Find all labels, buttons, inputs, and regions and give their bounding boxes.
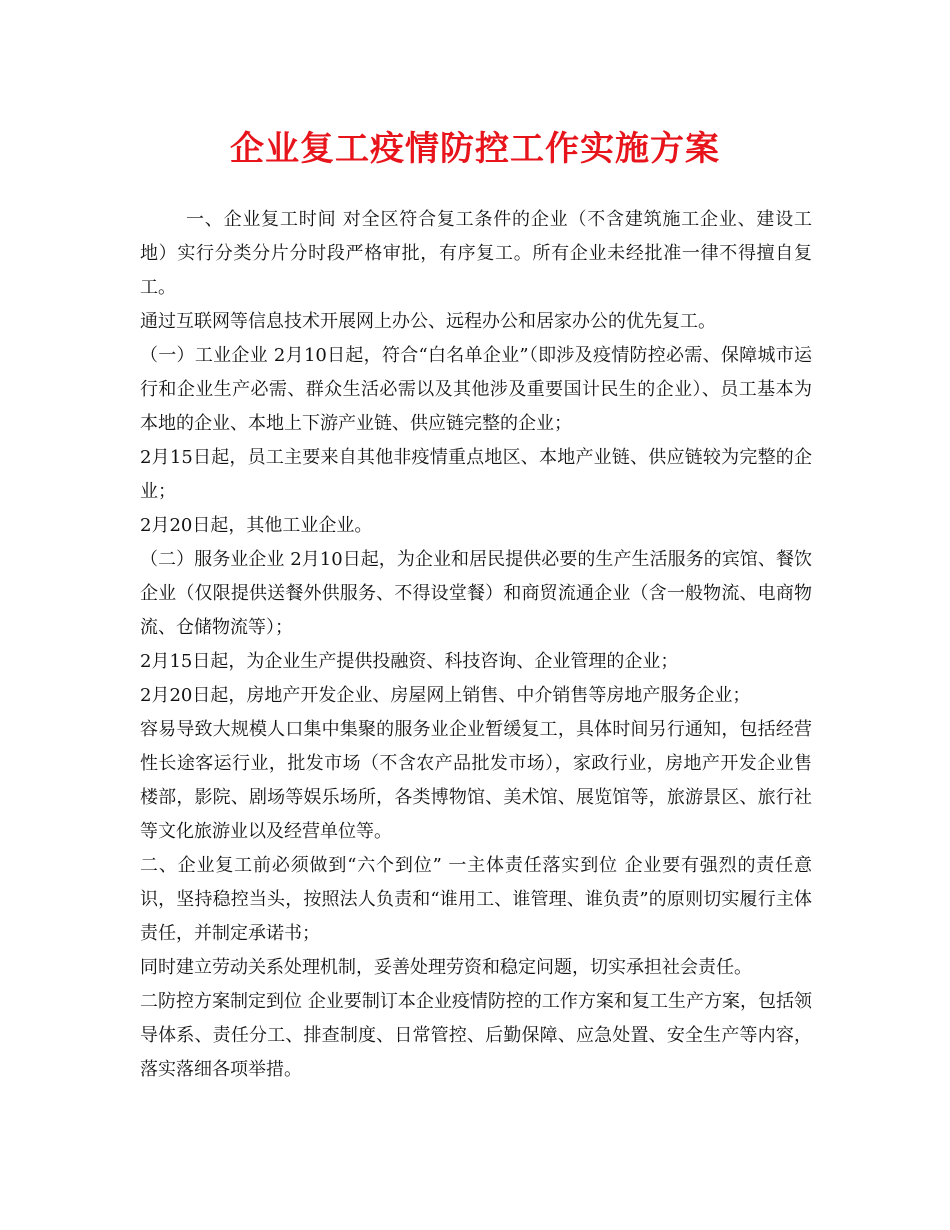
paragraph-9: 容易导致大规模人口集中集聚的服务业企业暂缓复工，具体时间另行通知，包括经营性长途客运行业，批发市场（不含农产品批发市场），家政行业，房地产开发企业售楼部，影院、剧场等娱乐场所，各类博物馆、美术馆、展览馆等，旅游景区、旅行社等文化旅游业以及经营单位等。: [140, 719, 812, 842]
paragraph-3: （一）工业企业 2月10日起，符合“白名单企业”（即涉及疫情防控必需、保障城市运行和企业生产必需、群众生活必需以及其他涉及重要国计民生的企业）、员工基本为本地的企业、本地上下游产业链、供应链完整的企业；: [140, 345, 812, 434]
paragraph-10: 二、企业复工前必须做到“六个到位” 一主体责任落实到位 企业要有强烈的责任意识，坚持稳控当头，按照法人负责和“谁用工、谁管理、谁负责”的原则切实履行主体责任，并制定承诺书；: [140, 855, 812, 944]
paragraph-1: 一、企业复工时间 对全区符合复工条件的企业（不含建筑施工企业、建设工地）实行分类分片分时段严格审批，有序复工。所有企业未经批准一律不得擅自复工。: [140, 209, 812, 298]
document-title: 企业复工疫情防控工作实施方案: [230, 129, 720, 169]
paragraph-5: 2月20日起，其他工业企业。: [140, 515, 373, 536]
paragraph-11: 同时建立劳动关系处理机制，妥善处理劳资和稳定问题，切实承担社会责任。: [140, 957, 752, 978]
paragraph-6: （二）服务业企业 2月10日起，为企业和居民提供必要的生产生活服务的宾馆、餐饮企业（仅限提供送餐外供服务、不得设堂餐）和商贸流通企业（含一般物流、电商物流、仓储物流等）；: [140, 549, 812, 638]
paragraph-4: 2月15日起，员工主要来自其他非疫情重点地区、本地产业链、供应链较为完整的企业；: [140, 447, 812, 502]
paragraph-2: 通过互联网等信息技术开展网上办公、远程办公和居家办公的优先复工。: [140, 311, 716, 332]
paragraph-7: 2月15日起，为企业生产提供投融资、科技咨询、企业管理的企业；: [140, 651, 679, 672]
paragraph-8: 2月20日起，房地产开发企业、房屋网上销售、中介销售等房地产服务企业；: [140, 685, 751, 706]
document-body: [140, 203, 812, 1087]
paragraph-12: 二防控方案制定到位 企业要制订本企业疫情防控的工作方案和复工生产方案，包括领导体系、责任分工、排查制度、日常管控、后勤保障、应急处置、安全生产等内容，落实落细各项举措。: [140, 991, 812, 1080]
